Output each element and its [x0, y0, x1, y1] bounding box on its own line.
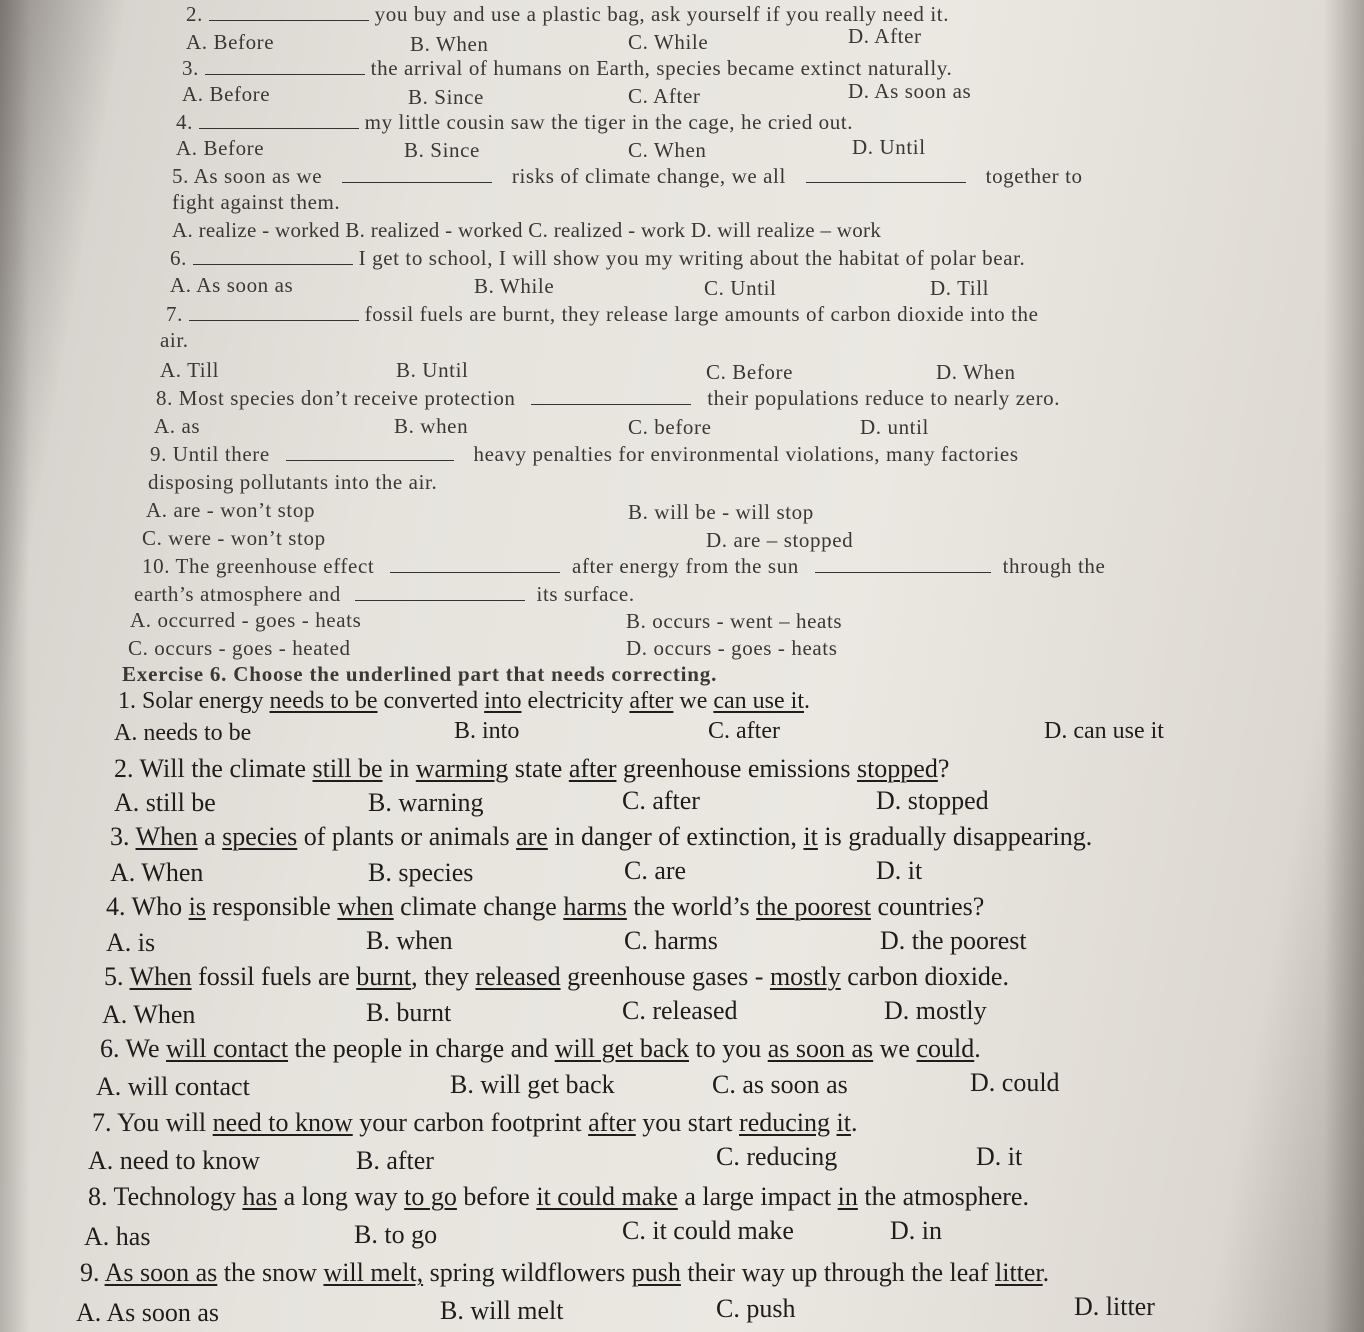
underlined-part: as soon as: [767, 1034, 874, 1063]
option-c: C. were - won’t stop: [142, 526, 326, 550]
sentence-text: to you: [688, 1034, 768, 1063]
underlined-part: mostly: [769, 962, 841, 991]
question-5: [172, 164, 1083, 189]
option-b: B. Since: [404, 138, 480, 162]
underlined-part: will contact: [166, 1034, 289, 1063]
question-text: earth’s atmosphere and: [134, 582, 341, 606]
sentence-text: state: [508, 754, 569, 783]
option-c: C. After: [628, 84, 701, 108]
question-text: their populations reduce to nearly zero.: [707, 386, 1061, 410]
ex6-question-5: [104, 962, 1009, 992]
sentence-text: ?: [937, 754, 950, 783]
question-4: [176, 110, 853, 135]
sentence-text: greenhouse gases -: [560, 962, 770, 991]
sentence-text: is gradually disappearing.: [817, 822, 1093, 851]
question-text: 5. As soon as we: [172, 164, 323, 188]
ex6-question-9: [80, 1258, 1049, 1288]
ex6-question-3: [110, 822, 1092, 852]
underlined-part: When: [129, 962, 192, 991]
sentence-text: converted: [377, 688, 485, 714]
option-b: B. burnt: [366, 998, 452, 1027]
sentence-text: 9.: [80, 1258, 105, 1287]
option-b: B. will be - will stop: [628, 500, 814, 524]
page-shadow-right: [1324, 0, 1364, 1332]
underlined-part: species: [222, 822, 298, 851]
underlined-part: stopped: [856, 754, 938, 783]
question-text: fossil fuels are burnt, they release large amounts of carbon dioxide into the: [364, 302, 1039, 326]
option-c: C. occurs - goes - heated: [128, 636, 351, 660]
answer-blank: [286, 442, 454, 461]
ex6-question-8: [88, 1182, 1029, 1212]
option-b: B. warning: [368, 788, 484, 817]
underlined-part: push: [631, 1258, 681, 1287]
sentence-text: 6. We: [100, 1034, 167, 1063]
question-text: 8. Most species don’t receive protection: [156, 386, 516, 410]
option-c: C. after: [622, 786, 700, 815]
option-d: D. Till: [930, 276, 990, 300]
option-d: D. could: [970, 1068, 1060, 1097]
option-d: D. occurs - goes - heats: [626, 636, 838, 660]
sentence-text: the atmosphere.: [857, 1182, 1029, 1211]
ex6-question-4: [106, 892, 984, 922]
option-a: A. need to know: [88, 1146, 260, 1175]
option-c: C. When: [628, 138, 707, 162]
question-2: [186, 2, 949, 27]
underlined-part: litter: [995, 1258, 1043, 1287]
underlined-part: when: [337, 892, 394, 921]
answer-blank: [390, 554, 560, 573]
question-text: the arrival of humans on Earth, species became extinct naturally.: [370, 56, 953, 80]
sentence-text: in: [382, 754, 416, 783]
option-a: A. needs to be: [114, 720, 252, 746]
sentence-text: 8. Technology: [88, 1182, 243, 1211]
option-c: C. push: [716, 1294, 796, 1323]
sentence-text: you start: [635, 1108, 740, 1137]
underlined-part: after: [629, 688, 674, 714]
option-a: A. Before: [182, 82, 271, 106]
answer-blank: [199, 110, 359, 129]
sentence-text: spring wildflowers: [423, 1258, 632, 1287]
sentence-text: climate change: [393, 892, 564, 921]
option-c: C. before: [628, 415, 712, 439]
option-a: A. occurred - goes - heats: [130, 608, 362, 632]
underlined-part: will melt,: [323, 1258, 424, 1287]
option-d: D. litter: [1074, 1292, 1155, 1321]
sentence-text: responsible: [205, 892, 338, 921]
option-c: C. after: [708, 718, 780, 744]
underlined-part: after: [568, 754, 617, 783]
sentence-text: 1. Solar energy: [118, 688, 270, 714]
option-d: D. stopped: [876, 786, 989, 815]
underlined-part: will get back: [554, 1034, 689, 1063]
option-a: A. Before: [176, 136, 265, 160]
option-b: B. Since: [408, 85, 484, 109]
question-number: 4.: [176, 110, 193, 134]
option-b: B. species: [368, 858, 474, 887]
question-number: 7.: [166, 302, 183, 326]
question-text: I get to school, I will show you my writing about the habitat of polar bear.: [358, 246, 1026, 270]
answer-blank: [355, 582, 525, 601]
sentence-text: before: [456, 1182, 537, 1211]
option-c: C. harms: [624, 926, 718, 955]
option-a: A. As soon as: [170, 273, 294, 297]
question-text: 9. Until there: [150, 442, 270, 466]
option-a: A. Before: [186, 30, 275, 54]
sentence-text: a: [197, 822, 223, 851]
question-10-continuation: [134, 582, 635, 607]
option-d: D. Until: [852, 135, 926, 159]
option-b: B. will get back: [450, 1070, 615, 1099]
ex6-question-2: [114, 754, 949, 784]
sentence-text: greenhouse emissions: [616, 754, 857, 783]
sentence-text: we: [673, 688, 714, 714]
option-b: B. Until: [396, 358, 469, 382]
options-row: A. realize - worked B. realized - worked C. realized - work D. will realize – work: [172, 218, 882, 242]
option-c: C. are: [624, 856, 687, 885]
question-6: [170, 246, 1025, 271]
sentence-text: their way up through the leaf: [680, 1258, 995, 1287]
ex6-question-6: [100, 1034, 981, 1064]
underlined-part: into: [484, 688, 522, 714]
option-c: C. as soon as: [712, 1070, 848, 1099]
underlined-part: in: [837, 1182, 858, 1211]
option-a: A. Till: [160, 358, 220, 382]
underlined-part: harms: [563, 892, 627, 921]
sentence-text: a large impact: [677, 1182, 838, 1211]
sentence-text: 3.: [110, 822, 136, 851]
option-d: D. When: [936, 360, 1016, 384]
option-c: C. Until: [704, 276, 777, 300]
option-b: B. occurs - went – heats: [626, 609, 843, 633]
option-c: C. While: [628, 30, 709, 54]
sentence-text: .: [974, 1034, 981, 1063]
underlined-part: is: [188, 892, 206, 921]
sentence-text: , they: [411, 962, 476, 991]
underlined-part: can use it: [713, 688, 805, 714]
option-d: D. As soon as: [848, 79, 972, 103]
underlined-part: it: [803, 822, 818, 851]
underlined-part: the poorest: [756, 892, 871, 921]
underlined-part: needs to be: [269, 688, 378, 714]
question-9: [150, 442, 1019, 467]
answer-blank: [205, 56, 365, 75]
question-continuation: air.: [160, 328, 189, 352]
question-8: [156, 386, 1060, 411]
underlined-part: need to know: [212, 1108, 353, 1137]
sentence-text: 7. You will: [92, 1108, 213, 1137]
question-number: 2.: [186, 2, 203, 26]
question-text: through the: [1002, 554, 1106, 578]
underlined-part: reducing: [739, 1108, 830, 1137]
underlined-part: after: [588, 1108, 636, 1137]
underlined-part: warming: [415, 754, 509, 783]
sentence-text: carbon dioxide.: [840, 962, 1009, 991]
option-b: B. into: [454, 718, 520, 744]
sentence-text: in danger of extinction,: [547, 822, 804, 851]
sentence-text: your carbon footprint: [352, 1108, 589, 1137]
question-text: my little cousin saw the tiger in the cage, he cried out.: [364, 110, 854, 134]
sentence-text: we: [873, 1034, 917, 1063]
option-d: D. it: [876, 856, 923, 885]
question-text: 10. The greenhouse effect: [142, 554, 375, 578]
page-shadow-left: [0, 0, 30, 1332]
sentence-text: a long way: [277, 1182, 405, 1211]
underlined-part: could: [916, 1034, 975, 1063]
sentence-text: the snow: [217, 1258, 324, 1287]
underlined-part: As soon as: [104, 1258, 218, 1287]
option-b: B. While: [474, 274, 555, 298]
sentence-text: .: [850, 1108, 858, 1137]
option-a: A. As soon as: [76, 1298, 220, 1327]
question-10: [142, 554, 1105, 579]
option-b: B. When: [410, 32, 489, 56]
underlined-part: When: [135, 822, 198, 851]
underlined-part: to go: [404, 1182, 457, 1211]
option-b: B. will melt: [440, 1296, 564, 1325]
question-number: 3.: [182, 56, 199, 80]
underlined-part: it: [836, 1108, 851, 1137]
sentence-text: .: [1042, 1258, 1050, 1287]
exercise-title: Exercise 6. Choose the underlined part that needs correcting.: [122, 662, 718, 686]
question-text: risks of climate change, we all: [511, 164, 786, 188]
option-d: D. until: [860, 415, 929, 439]
sentence-text: 4. Who: [106, 892, 189, 921]
option-a: A. as: [154, 414, 201, 438]
question-text: heavy penalties for environmental violations, many factories: [473, 442, 1019, 466]
question-continuation: disposing pollutants into the air.: [148, 470, 438, 494]
option-b: B. when: [366, 926, 453, 955]
question-text: after energy from the sun: [572, 554, 799, 578]
option-a: A. When: [102, 1000, 196, 1029]
sentence-text: 5.: [104, 962, 130, 991]
option-a: A. When: [110, 858, 204, 887]
sentence-text: countries?: [870, 892, 985, 921]
answer-blank: [815, 554, 991, 573]
underlined-part: still be: [312, 754, 383, 783]
option-d: D. After: [848, 24, 922, 48]
sentence-text: the world’s: [626, 892, 757, 921]
question-7: [166, 302, 1039, 327]
option-d: D. mostly: [884, 996, 987, 1025]
question-text: together to: [985, 164, 1083, 188]
option-d: D. are – stopped: [706, 528, 854, 552]
sentence-text: fossil fuels are: [191, 962, 357, 991]
sentence-text: of plants or animals: [297, 822, 517, 851]
underlined-part: released: [475, 962, 561, 991]
ex6-question-7: [92, 1108, 857, 1138]
sentence-text: 2. Will the climate: [114, 754, 313, 783]
option-d: D. the poorest: [880, 926, 1027, 955]
option-c: C. Before: [706, 360, 794, 384]
option-a: A. still be: [114, 788, 216, 817]
option-c: C. it could make: [622, 1216, 794, 1245]
option-a: A. has: [84, 1222, 151, 1251]
sentence-text: electricity: [521, 688, 630, 714]
sentence-text: .: [804, 688, 811, 714]
answer-blank: [806, 164, 966, 183]
answer-blank: [189, 302, 359, 321]
option-a: A. will contact: [96, 1072, 250, 1101]
option-b: B. when: [394, 414, 469, 438]
underlined-part: are: [516, 822, 548, 851]
answer-blank: [193, 246, 353, 265]
underlined-part: has: [242, 1182, 278, 1211]
option-c: C. released: [622, 996, 738, 1025]
question-continuation: fight against them.: [172, 190, 341, 214]
underlined-part: it could make: [536, 1182, 678, 1211]
question-number: 6.: [170, 246, 187, 270]
option-c: C. reducing: [716, 1142, 838, 1171]
question-text: its surface.: [536, 582, 635, 606]
question-text: you buy and use a plastic bag, ask yourself if you really need it.: [374, 2, 950, 26]
underlined-part: burnt: [356, 962, 412, 991]
option-b: B. after: [356, 1146, 434, 1175]
question-3: [182, 56, 952, 81]
option-b: B. to go: [354, 1220, 438, 1249]
answer-blank: [342, 164, 492, 183]
option-a: A. are - won’t stop: [146, 498, 316, 522]
ex6-question-1: [118, 688, 810, 715]
option-d: D. in: [890, 1216, 942, 1245]
answer-blank: [209, 2, 369, 21]
option-d: D. can use it: [1044, 718, 1164, 744]
sentence-text: the people in charge and: [288, 1034, 555, 1063]
answer-blank: [531, 386, 691, 405]
option-a: A. is: [106, 928, 156, 957]
option-d: D. it: [976, 1142, 1023, 1171]
